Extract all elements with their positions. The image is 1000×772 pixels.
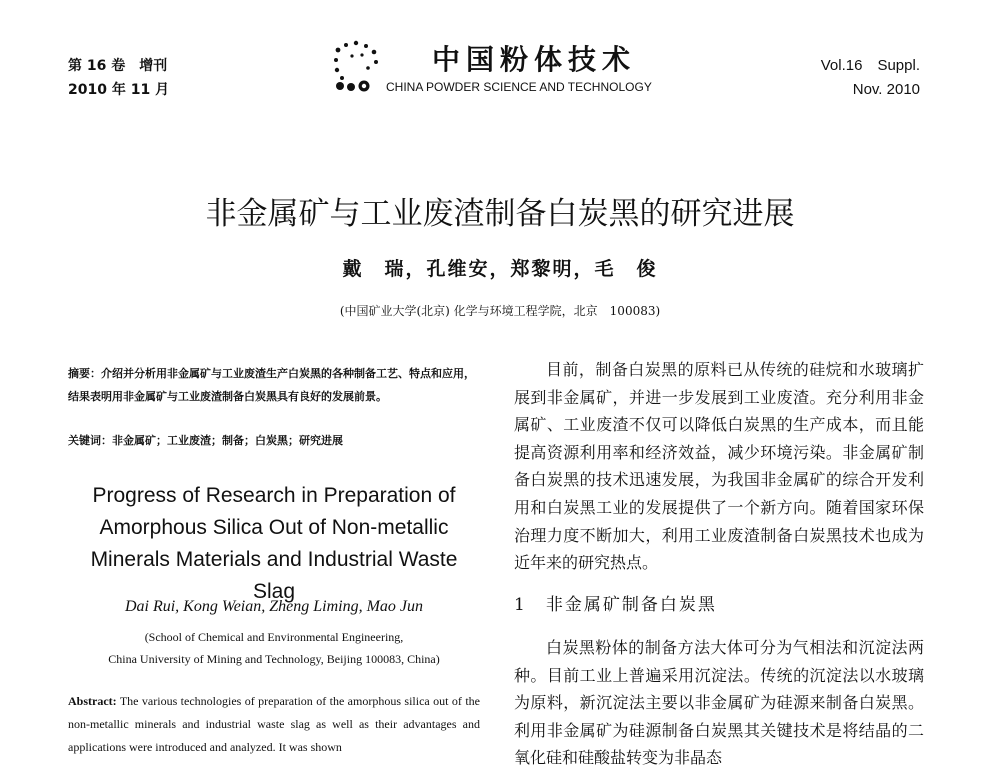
body-paragraph-1: 目前，制备白炭黑的原料已从传统的硅烷和水玻璃扩展到非金属矿，并进一步发展到工业废渣。充分利用非金属矿、工业废渣不仅可以降低白炭黑的生产成本，而且能提高资源利用率和经济效益，减少环境污染。非金属矿制备白炭黑的技术迅速发展，为我国非金属矿的综合开发利用和白炭黑工业的发展提供了一个新方向。随着国家环保治理力度不断加大，利用工业废渣制备白炭黑技术也成为近年来的研究热点。 xyxy=(514,360,924,573)
paper-title-en: Progress of Research in Preparation of Amorphous Silica Out of Non-metallic Minerals Materials and Industrial Waste Slag xyxy=(90,484,458,603)
paper-title-cn: 非金属矿与工业废渣制备白炭黑的研究进展 xyxy=(205,196,795,232)
publication-date-en: Nov. 2010 xyxy=(852,81,920,98)
abstract-cn: 摘要：介绍并分析用非金属矿与工业废渣生产白炭黑的各种制备工艺、特点和应用，结果表明用非金属矿与工业废渣制备白炭黑具有良好的发展前景。 xyxy=(68,367,475,403)
affiliation-cn: (中国矿业大学(北京) 化学与环境工程学院，北京 100083) xyxy=(339,304,661,318)
authors-en: Dai Rui, Kong Weian, Zheng Liming, Mao Jun xyxy=(124,598,424,615)
affiliation-en-line2: China University of Mining and Technology, Beijing 100083, China) xyxy=(108,652,440,666)
affiliation-en xyxy=(68,626,480,670)
body-paragraph-2: 白炭黑粉体的制备方法大体可分为气相法和沉淀法两种。目前工业上普遍采用沉淀法。传统的沉淀法以水玻璃为原料，新沉淀法主要以非金属矿为硅源来制备白炭黑。利用非金属矿为硅源制备白炭黑其关键技术是将结晶的二氧化硅和硅酸盐转变为非晶态 xyxy=(514,638,924,768)
keywords-cn: 关键词：非金属矿；工业废渣；制备；白炭黑；研究进展 xyxy=(68,434,343,447)
volume-issue: 第 16 卷 增刊 xyxy=(68,58,168,74)
authors-cn: 戴 瑞，孔维安，郑黎明，毛 俊 xyxy=(342,258,658,280)
affiliation-en-line1: (School of Chemical and Environmental Engineering, xyxy=(144,630,404,644)
abstract-en-label: Abstract: xyxy=(68,694,117,708)
journal-title-en: CHINA POWDER SCIENCE AND TECHNOLOGY xyxy=(386,80,652,94)
volume-supplement: Vol.16 Suppl. xyxy=(820,57,920,74)
abstract-en xyxy=(68,690,480,759)
journal-logo-icon xyxy=(332,40,382,92)
volume-info xyxy=(68,54,169,102)
section-heading-1: 1 非金属矿制备白炭黑 xyxy=(514,595,717,615)
abstract-en-text: The various technologies of preparation of the amorphous silica out of the non-metallic minerals and industrial waste slag as well as their advantages and applications were introduced and analyzed. It was shown xyxy=(68,694,480,754)
journal-title-cn: 中国粉体技术 xyxy=(432,43,637,76)
publication-date-cn: 2010 年 11 月 xyxy=(68,82,170,98)
volume-info-en xyxy=(821,54,920,102)
